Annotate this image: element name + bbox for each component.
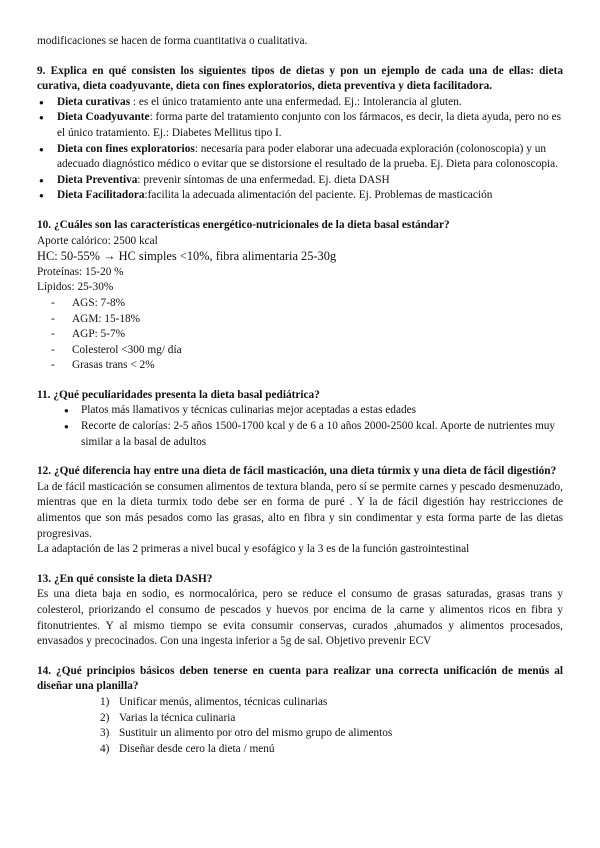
menu-principles-list [37,695,563,757]
list-item [37,142,563,173]
term: Dieta Coadyuvante [57,111,150,124]
question-11-title: 11. ¿Qué peculiaridades presenta la dieta basal pediátrica? [37,388,320,401]
question-9-title: 9. Explica en qué consisten los siguientes tipos de dietas y pon un ejemplo de cada una de ellas: dieta curativa, dieta coadyuvante, dieta con fines exploratorios, dieta preventiva y dieta facilitadora. [37,64,563,93]
item-text: Varias la técnica culinaria [119,711,236,724]
lipids-line: Lípidos: 25-30% [37,281,114,294]
question-12-title: 12. ¿Qué diferencia hay entre una dieta de fácil masticación, una dieta túrmix y una dieta de fácil digestión? [37,465,557,478]
list-item: - AGM: 15-18% [37,312,563,328]
term: Dieta Facilitadora [57,189,145,202]
list-item [37,173,563,189]
document-page [37,34,563,757]
list-item: ● Platos más llamativos y técnicas culinarias mejor aceptadas a estas edades [37,403,563,419]
list-item [37,742,563,758]
definition: : forma parte del tratamiento conjunto con los fármacos, es decir, la dieta ayuda, pero no es el único tratamiento. Ej.: Diabetes Mellitus tipo I. [57,111,561,139]
list-item: - AGP: 5-7% [37,327,563,343]
list-item [37,95,563,111]
lipids-list [37,296,563,374]
intro-text: modificaciones se hacen de forma cuantitativa o cualitativa. [37,35,308,47]
term: Dieta curativas [57,95,131,108]
list-item [37,110,563,141]
definition: : necesaria para poder elaborar una adecuada exploración (colonoscopia) y un adecuado diagnóstico médico o evitar que se distorsione el resultado de la prueba. Ej. Dieta para colonoscopia. [57,142,558,171]
item-number: 4) [100,742,110,755]
list-item [37,726,563,742]
list-item [37,711,563,727]
carbohydrates-line: HC: 50-55% → HC simples <10%, fibra alimentaria 25-30g [37,249,337,264]
list-item: - Colesterol <300 mg/ día [37,343,563,359]
answer-12-paragraph: La de fácil masticación se consumen alimentos de textura blanda, pero sí se permite carnes y pescado desmenuzado, mientras que en la dieta turmix todo debe ser en forma de puré . Y la de fácil digestión hay restricciones de alimentos que son más pesados como las grasas, alto en fibra y sin condimentar y esta forma parte de las dietas progresivas. [37,480,563,540]
item-number: 3) [100,727,110,740]
item-text: Unificar menús, alimentos, técnicas culinarias [119,695,328,708]
caloric-intake: Aporte calórico: 2500 kcal [37,234,158,247]
proteins-line: Proteínas: 15-20 % [37,265,124,278]
question-14-title: 14. ¿Qué principios básicos deben tenerse en cuenta para realizar una correcta unificación de menús al diseñar una planilla? [37,664,563,693]
pediatric-diet-list [37,403,563,450]
answer-13-paragraph: Es una dieta baja en sodio, es normocalórica, pero se reduce el consumo de grasas saturadas, grasas trans y colesterol, priorizando el consumo de pescados y huevos por encima de la carne y alimentos ricos en fibra y fitonutrientes. Y al mismo tiempo se evita consumir conservas, curados ,ahumados y alimentos procesados, envasados y precocinados. Con una ingesta inferior a 5g de sal. Objetivo prevenir ECV [37,588,563,648]
list-item [37,695,563,711]
definition: :facilita la adecuada alimentación del paciente. Ej. Problemas de masticación [144,189,493,202]
definition: : es el único tratamiento ante una enfermedad. Ej.: Intolerancia al gluten. [130,95,462,108]
term: Dieta con fines exploratorios [57,142,195,155]
list-item: ● Recorte de calorías: 2-5 años 1500-1700 kcal y de 6 a 10 años 2000-2500 kcal. Aporte de nutrientes muy similar a la basal de adultos [37,419,563,450]
item-number: 2) [100,711,110,724]
definition: : prevenir síntomas de una enfermedad. Ej. dieta DASH [137,173,390,186]
question-13-title: 13. ¿En qué consiste la dieta DASH? [37,572,213,585]
item-text: Sustituir un alimento por otro del mismo grupo de alimentos [119,727,393,740]
item-text: Diseñar desde cero la dieta / menú [119,742,275,755]
list-item [37,188,563,204]
list-item: - AGS: 7-8% [37,296,563,312]
question-10-title: 10. ¿Cuáles son las características energético-nutricionales de la dieta basal estándar? [37,218,450,231]
term: Dieta Preventiva [57,173,138,186]
list-item: - Grasas trans < 2% [37,358,563,374]
answer-12-adaptation: La adaptación de las 2 primeras a nivel bucal y esofágico y la 3 es de la función gastrointestinal [37,543,470,556]
diet-types-list [37,95,563,204]
item-number: 1) [100,695,110,708]
